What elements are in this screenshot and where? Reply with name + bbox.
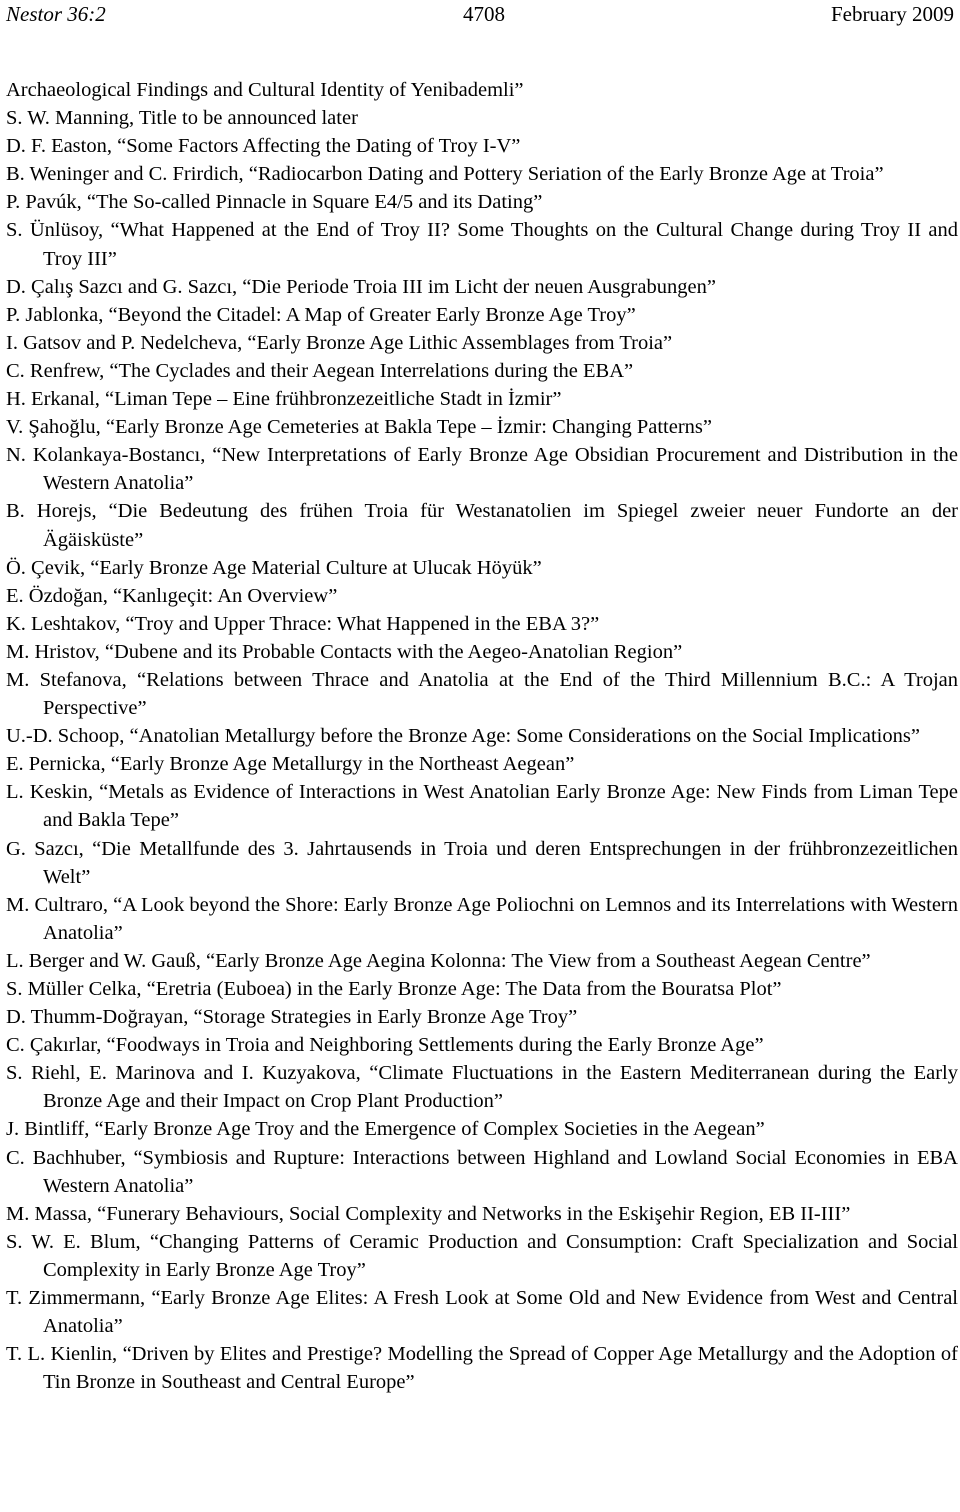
paper-entry: C. Renfrew, “The Cyclades and their Aegean Interrelations during the EBA” [6,359,634,382]
paper-entry: P. Pavúk, “The So-called Pinnacle in Square E4/5 and its Dating” [6,191,543,214]
paper-entry: P. Jablonka, “Beyond the Citadel: A Map of Greater Early Bronze Age Troy” [6,303,636,326]
paper-entry: L. Keskin, “Metals as Evidence of Interactions in West Anatolian Early Bronze Age: New Finds from Liman Tepe and Bakla Tepe” [6,781,958,832]
paper-entry: S. W. Manning, Title to be announced later [6,107,358,130]
paper-entry: C. Bachhuber, “Symbiosis and Rupture: Interactions between Highland and Lowland Social Economies in EBA Western Anatolia” [6,1146,958,1197]
paper-entry: I. Gatsov and P. Nedelcheva, “Early Bronze Age Lithic Assemblages from Troia” [6,331,673,354]
issue-date: February 2009 [830,2,954,26]
paper-entry: C. Çakırlar, “Foodways in Troia and Neighboring Settlements during the Early Bronze Age” [6,1034,764,1057]
paper-entry: V. Şahoğlu, “Early Bronze Age Cemeteries at Bakla Tepe – İzmir: Changing Patterns” [6,416,713,439]
paper-entry: E. Pernicka, “Early Bronze Age Metallurgy in the Northeast Aegean” [6,753,575,776]
paper-entry: E. Özdoğan, “Kanlıgeçit: An Overview” [6,584,338,607]
paper-entry: D. F. Easton, “Some Factors Affecting the Dating of Troy I-V” [6,135,521,158]
page-number: 4708 [463,2,505,26]
paper-entry: J. Bintliff, “Early Bronze Age Troy and the Emergence of Complex Societies in the Aegean” [6,1118,765,1141]
paper-entry: D. Thumm-Doğrayan, “Storage Strategies in Early Bronze Age Troy” [6,1006,578,1029]
paper-entry: T. Zimmermann, “Early Bronze Age Elites: A Fresh Look at Some Old and New Evidence from West and Central Anatolia” [6,1287,958,1338]
paper-entry: K. Leshtakov, “Troy and Upper Thrace: What Happened in the EBA 3?” [6,612,600,635]
journal-issue: Nestor 36:2 [6,2,106,26]
paper-entry: B. Weninger and C. Frirdich, “Radiocarbon Dating and Pottery Seriation of the Early Bronze Age at Troia” [6,163,884,186]
paper-entry: M. Cultraro, “A Look beyond the Shore: Early Bronze Age Poliochni on Lemnos and its Interrelations with Western Anatolia” [6,893,958,944]
paper-entry: L. Berger and W. Gauß, “Early Bronze Age Aegina Kolonna: The View from a Southeast Aegean Centre” [6,949,871,972]
paper-entry: T. L. Kienlin, “Driven by Elites and Prestige? Modelling the Spread of Copper Age Metallurgy and the Adoption of Tin Bronze in Southeast and Central Europe” [6,1343,958,1394]
paper-entry: M. Massa, “Funerary Behaviours, Social Complexity and Networks in the Eskişehir Region, EB II-III” [6,1202,851,1225]
paper-entry: S. Ünlüsoy, “What Happened at the End of Troy II? Some Thoughts on the Cultural Change during Troy II and Troy III” [6,219,958,270]
paper-entry: U.-D. Schoop, “Anatolian Metallurgy before the Bronze Age: Some Considerations on the Social Implications” [6,725,920,748]
paper-entry: S. W. E. Blum, “Changing Patterns of Ceramic Production and Consumption: Craft Specialization and Social Complexity in Early Bronze Age Troy” [6,1230,958,1281]
paper-entry: D. Çalış Sazcı and G. Sazcı, “Die Periode Troia III im Licht der neuen Ausgrabungen” [6,275,716,298]
paper-entry: G. Sazcı, “Die Metallfunde des 3. Jahrtausends in Troia und deren Entsprechungen in der frühbronzezeitlichen Welt” [6,837,958,888]
paper-entry: Archaeological Findings and Cultural Identity of Yenibademli” [6,79,524,101]
paper-entry: H. Erkanal, “Liman Tepe – Eine frühbronzezeitliche Stadt in İzmir” [6,388,562,411]
page-header [6,2,954,26]
paper-list [6,76,958,1396]
paper-entry: B. Horejs, “Die Bedeutung des frühen Troia für Westanatolien im Spiegel zweier neuer Fundorte an der Ägäisküste” [6,500,958,551]
paper-entry: S. Müller Celka, “Eretria (Euboea) in the Early Bronze Age: The Data from the Bouratsa Plot” [6,978,782,1000]
paper-entry: Ö. Çevik, “Early Bronze Age Material Culture at Ulucak Höyük” [6,556,542,579]
paper-entry: S. Riehl, E. Marinova and I. Kuzyakova, “Climate Fluctuations in the Eastern Mediterranean during the Early Bronze Age and their Impact on Crop Plant Production” [6,1062,958,1113]
paper-entry: M. Stefanova, “Relations between Thrace and Anatolia at the End of the Third Millennium B.C.: A Trojan Perspective” [6,668,958,720]
paper-entry: M. Hristov, “Dubene and its Probable Contacts with the Aegeo-Anatolian Region” [6,640,683,663]
paper-entry: N. Kolankaya-Bostancı, “New Interpretations of Early Bronze Age Obsidian Procurement and Distribution in the Western Anatolia” [6,444,958,495]
